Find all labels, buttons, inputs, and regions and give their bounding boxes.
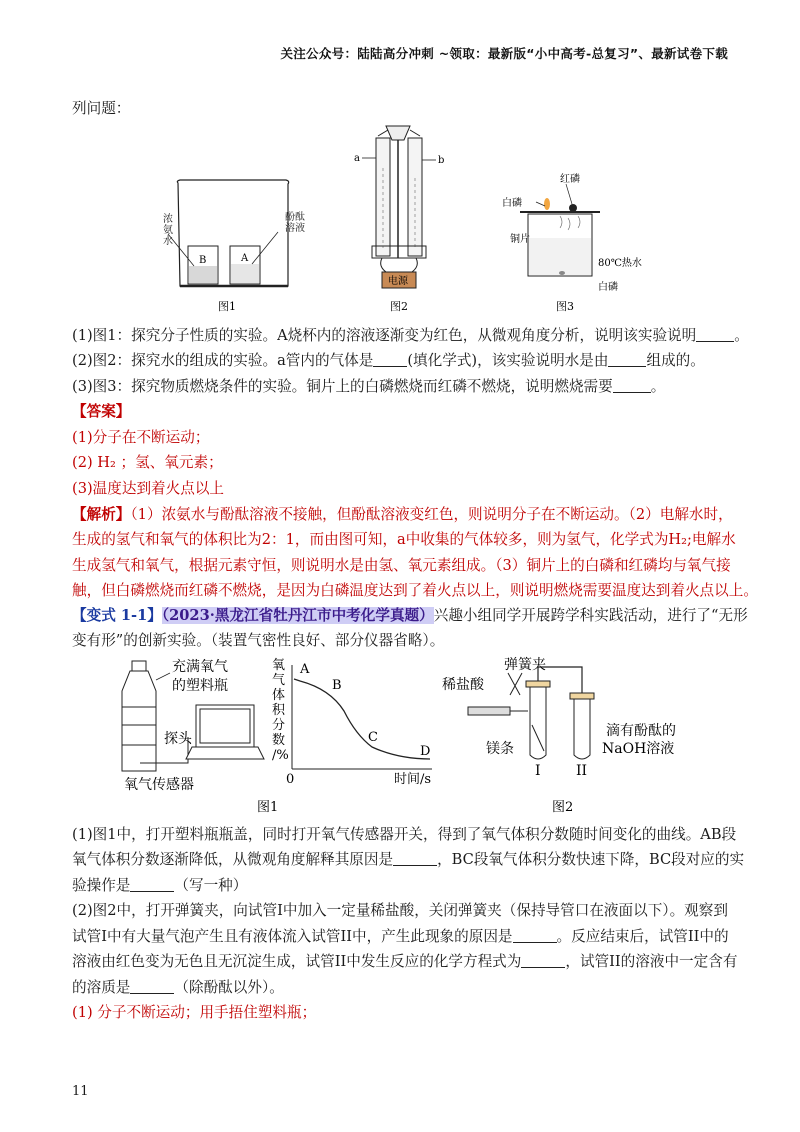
bottle-label-1: 充满氧气: [172, 659, 228, 675]
page-number: 11: [72, 1084, 89, 1099]
chart-point-label: C: [368, 730, 378, 745]
answer-1: (1)分子在不断运动；: [72, 429, 210, 446]
probe-label: 探头: [164, 731, 192, 747]
chart-y-label-char: 积: [272, 703, 286, 718]
fig2-power-label: 电源: [388, 276, 408, 287]
analysis-line-1: 【解析】（1）浓氨水与酚酞溶液不接触，但酚酞溶液变红色，则说明分子在不断运动。（2）电解水时，: [72, 506, 733, 523]
fig1-caption: 图1: [218, 300, 236, 313]
sensor-label: 氧气传感器: [124, 777, 194, 793]
chart-series-line: [294, 679, 430, 759]
variant-source: （2023·黑龙江省牡丹江市中考化学真题）: [161, 607, 434, 624]
fig2-caption: 图2: [390, 300, 408, 313]
answer-tag: 【答案】: [72, 403, 131, 420]
fig1-diagram: [168, 180, 289, 313]
tube-1-label: I: [535, 763, 541, 779]
part1-line-3: 验操作是 （写一种）: [72, 877, 248, 894]
figure-row-top: [0, 118, 800, 318]
final-answer: (1) 分子不断运动；用手捂住塑料瓶；: [72, 1004, 317, 1021]
tube-2-label: II: [576, 763, 588, 779]
chart-y-label-char: 分: [272, 718, 286, 733]
fig3-diagram: [502, 172, 642, 313]
answer-2: (2) H₂ ；氢、氧元素；: [72, 454, 223, 471]
chart-y-label-char: /%: [272, 748, 289, 763]
chart-point-label: D: [420, 744, 431, 759]
oxygen-chart: [272, 658, 432, 787]
fig3-white-p-bottom: 白磷: [598, 282, 618, 293]
part2-line-4: 的溶质是 （除酚酞以外）。: [72, 979, 284, 996]
phenol-label-2: NaOH溶液: [602, 741, 675, 757]
chart-y-label: [272, 658, 289, 763]
fig1-label-right: 酚酞溶液: [285, 212, 305, 234]
mg-strip-label: 镁条: [486, 741, 514, 757]
chart-origin: 0: [286, 772, 295, 787]
chart-y-label-char: 气: [272, 673, 286, 688]
chart-point-label: B: [332, 678, 342, 693]
fig3-white-p: 白磷: [502, 198, 522, 209]
question-3: (3)图3：探究物质燃烧条件的实验。铜片上的白磷燃烧而红磷不燃烧，说明燃烧需要 。: [72, 378, 666, 395]
chart-point-label: A: [300, 662, 310, 677]
fig-bottom-1-caption: 图1: [257, 800, 279, 815]
analysis-line-3: 生成氢气和氧气，根据元素守恒，则说明水是由氢、氧元素组成。（3）铜片上的白磷和红磷均与氧气接: [72, 557, 731, 574]
figure-row-bottom: [0, 655, 800, 815]
part1-line-1: (1)图1中，打开塑料瓶瓶盖，同时打开氧气传感器开关，得到了氧气体积分数随时间变化的曲线。AB段: [72, 826, 737, 843]
fig-bottom-2-apparatus: [442, 657, 676, 815]
part2-line-2: 试管I中有大量气泡产生且有液体流入试管II中，产生此现象的原因是 。反应结束后，试管II中的: [72, 928, 729, 945]
page-header: 关注公众号：陆陆高分冲刺 ~领取：最新版“小中高考-总复习”、最新试卷下载: [280, 46, 728, 61]
chart-y-label-char: 体: [272, 688, 286, 703]
fig2-diagram: [354, 126, 444, 313]
fig3-copper: 铜片: [510, 234, 530, 245]
chart-x-label: 时间/s: [394, 772, 432, 787]
bottle-label-2: 的塑料瓶: [172, 678, 228, 694]
fig3-hot-water: 80℃热水: [598, 258, 642, 269]
fig1-beaker-a-label: A: [241, 253, 249, 264]
fig3-red-p: 红磷: [560, 174, 580, 185]
chart-y-label-char: 数: [272, 733, 286, 748]
fig2-label-a: a: [354, 153, 360, 164]
part2-line-1: (2)图2中，打开弹簧夹，向试管I中加入一定量稀盐酸，关闭弹簧夹（保持导管口在液面以下）。观察到: [72, 902, 728, 919]
phenol-label-1: 滴有酚酞的: [606, 723, 676, 739]
chart-y-label-char: 氧: [272, 658, 286, 673]
part1-line-2: 氧气体积分数逐渐降低，从微观角度解释其原因是 ，BC段氧气体积分数快速下降，BC段对应的实: [72, 851, 745, 868]
question-1: (1)图1：探究分子性质的实验。A烧杯内的溶液逐渐变为红色，从微观角度分析，说明该实验说明 。: [72, 327, 749, 344]
variant-tag: 【变式 1-1】: [72, 607, 162, 624]
fig-bottom-2-caption: 图2: [552, 800, 574, 815]
fig1-label-left: 浓氨水: [163, 214, 173, 247]
question-2: (2)图2：探究水的组成的实验。a管内的气体是 (填化学式)，该实验说明水是由 组成的。: [72, 352, 705, 369]
fig-bottom-1-bottle: [122, 658, 278, 815]
answer-3: (3)温度达到着火点以上: [72, 480, 225, 497]
fig3-caption: 图3: [556, 300, 574, 313]
spring-clip-label: 弹簧夹: [504, 657, 546, 673]
variant-line-2: 变有形”的创新实验。（装置气密性良好、部分仪器省略）。: [72, 632, 445, 649]
analysis-line-4: 触，但白磷燃烧而红磷不燃烧，是因为白磷温度达到了着火点以上，则说明燃烧需要温度达到着火点以上。: [72, 582, 758, 599]
fig1-beaker-b-label: B: [199, 255, 207, 266]
part2-line-3: 溶液由红色变为无色且无沉淀生成，试管II中发生反应的化学方程式为 ，试管II的溶液中一定含有: [72, 953, 738, 970]
dilute-hcl-label: 稀盐酸: [442, 677, 484, 693]
intro-text: 列问题：: [72, 100, 131, 117]
fig2-label-b: b: [438, 155, 445, 166]
analysis-line-2: 生成的氢气和氧气的体积比为2：1，而由图可知，a中收集的气体较多，则为氢气，化学式为H₂;电解水: [72, 531, 736, 548]
variant-line-1: 【变式 1-1】（2023·黑龙江省牡丹江市中考化学真题）兴趣小组同学开展跨学科实践活动，进行了“无形: [72, 607, 748, 624]
